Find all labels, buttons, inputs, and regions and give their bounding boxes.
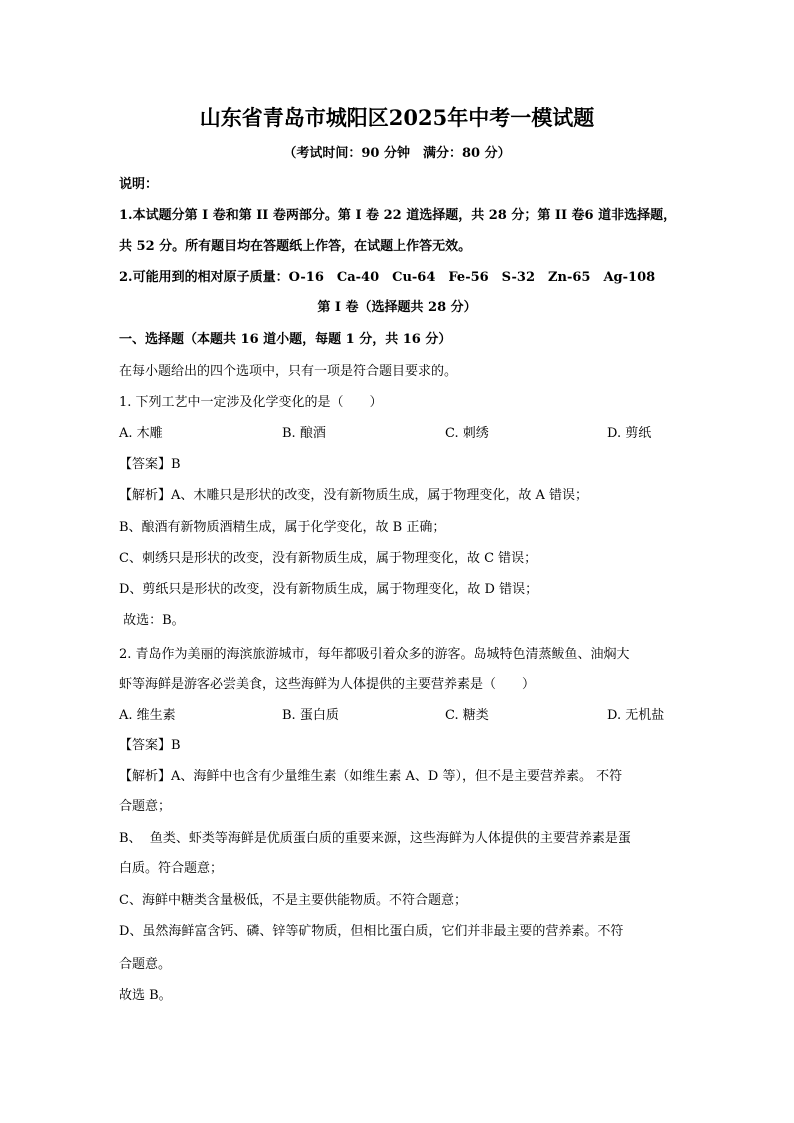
question-1-stem: 1. 下列工艺中一定涉及化学变化的是（ ） — [119, 395, 383, 410]
part-instruction: 在每小题给出的四个选项中，只有一项是符合题目要求的。 — [119, 364, 458, 379]
question-1-option-c: C. 刺绣 — [445, 426, 489, 441]
question-2-option-a: A. 维生素 — [119, 708, 176, 723]
question-2-analysis-line: 合题意。 — [119, 957, 172, 972]
question-1-analysis-line: B、酿酒有新物质酒精生成，属于化学变化，故 B 正确； — [119, 520, 446, 535]
question-2-analysis-line: 合题意； — [119, 799, 172, 814]
question-2-option-c: C. 糖类 — [445, 708, 489, 723]
question-1-analysis-line: C、刺绣只是形状的改变，没有新物质生成，属于物理变化，故 C 错误； — [119, 551, 538, 566]
question-1-conclusion: 故选：B。 — [119, 613, 185, 628]
notes-line-2: 共 52 分。所有题目均在答题纸上作答，在试题上作答无效。 — [119, 239, 472, 254]
page-title: 山东省青岛市城阳区2025年中考一模试题 — [199, 105, 595, 130]
question-1-analysis-line: D、剪纸只是形状的改变，没有新物质生成，属于物理变化，故 D 错误； — [119, 582, 539, 597]
question-1-answer: 【答案】B — [119, 457, 181, 472]
question-1-analysis-line: 【解析】A、木雕只是形状的改变，没有新物质生成，属于物理变化，故 A 错误； — [119, 488, 589, 503]
notes-line-3: 2.可能用到的相对原子质量：O-16 Ca-40 Cu-64 Fe-56 S-32 Zn-65 Ag-108 — [119, 270, 656, 285]
question-2-stem: 2. 青岛作为美丽的海滨旅游城市，每年都吸引着众多的游客。岛城特色清蒸鲅鱼、油焖大 — [119, 647, 630, 662]
part-heading: 一、选择题（本题共 16 道小题，每题 1 分，共 16 分） — [119, 332, 452, 347]
question-2-option-d: D. 无机盐 — [607, 708, 665, 723]
question-2-analysis-line: 白质。符合题意； — [119, 861, 224, 876]
question-2-analysis-line: B、 鱼类、虾类等海鲜是优质蛋白质的重要来源，这些海鲜为人体提供的主要营养素是蛋 — [119, 831, 631, 846]
question-2-option-b: B. 蛋白质 — [282, 708, 339, 723]
notes-line-1: 1.本试题分第 I 卷和第 II 卷两部分。第 I 卷 22 道选择题，共 28 分；第 II 卷6 道非选择题， — [119, 208, 677, 223]
question-2-analysis-line: 【解析】A、海鲜中也含有少量维生素（如维生素 A、D 等），但不是主要营养素。 不符 — [119, 769, 623, 784]
question-1-option-d: D. 剪纸 — [607, 426, 652, 441]
section-title: 第 I 卷（选择题共 28 分） — [317, 300, 477, 315]
question-2-analysis-line: D、虽然海鲜富含钙、磷、锌等矿物质，但相比蛋白质，它们并非最主要的营养素。不符 — [119, 924, 624, 939]
question-2-answer: 【答案】B — [119, 738, 181, 753]
notes-label: 说明： — [119, 177, 159, 192]
question-1-option-b: B. 酿酒 — [282, 426, 326, 441]
question-2-conclusion: 故选 B。 — [119, 988, 172, 1003]
question-2-stem: 虾等海鲜是游客必尝美食，这些海鲜为人体提供的主要营养素是（ ） — [119, 677, 536, 692]
exam-info: （考试时间：90 分钟 满分：80 分） — [283, 146, 511, 161]
question-1-option-a: A. 木雕 — [119, 426, 163, 441]
question-2-analysis-line: C、海鲜中糖类含量极低，不是主要供能物质。不符合题意； — [119, 893, 467, 908]
